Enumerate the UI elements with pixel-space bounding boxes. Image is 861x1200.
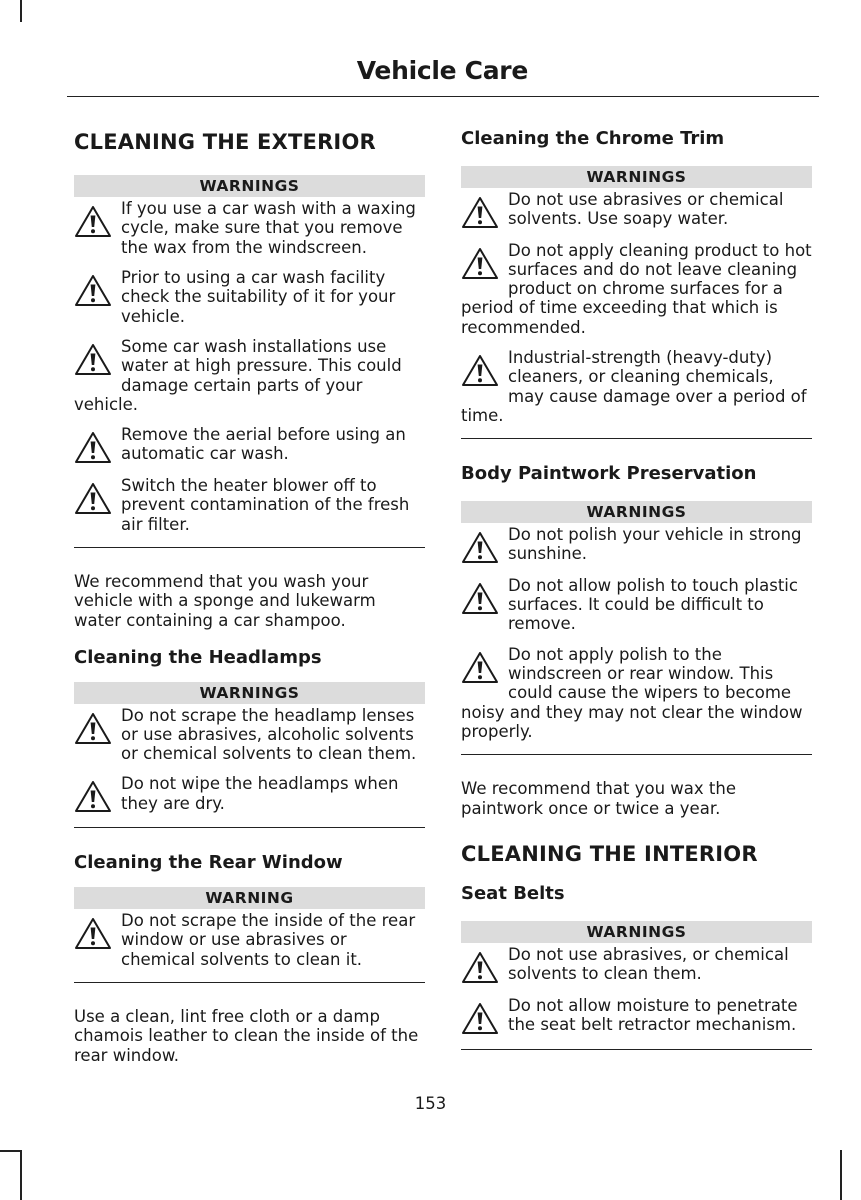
warning-item: [74, 425, 425, 465]
warning-triangle-icon: [461, 348, 508, 388]
warning-text: Do not scrape the headlamp lenses or use abrasives, alcoholic solvents or chemical solvents to clean them.: [121, 705, 417, 764]
warning-item: [74, 911, 425, 969]
seat-belts-warnings: [461, 921, 812, 1050]
rear-window-warnings: [74, 887, 425, 983]
warning-triangle-icon: [74, 268, 121, 308]
warning-text: Do not apply cleaning product to hot surfaces and do not leave cleaning product on chrome surfaces for a period of time exceeding that which is recommended.: [461, 240, 812, 337]
warning-text: Industrial-strength (heavy-duty) cleaners, or cleaning chemicals, may cause damage over a period of time.: [461, 348, 807, 425]
warning-text: Do not polish your vehicle in strong sunshine.: [508, 524, 802, 564]
warning-item: [74, 268, 425, 326]
warning-text: Switch the heater blower off to prevent contamination of the fresh air filter.: [121, 476, 410, 534]
warning-text: Some car wash installations use water at high pressure. This could damage certain parts of your vehicle.: [74, 336, 402, 414]
warning-item: [461, 348, 812, 425]
rear-window-paragraph: Use a clean, lint free cloth or a damp chamois leather to clean the inside of the rear window.: [74, 1006, 419, 1065]
warnings-label: WARNINGS: [74, 682, 425, 704]
warning-triangle-icon: [461, 576, 508, 616]
header-rule: [67, 96, 819, 97]
warnings-label: WARNINGS: [461, 921, 812, 943]
exterior-warnings: [74, 175, 425, 548]
warning-item: [461, 576, 812, 634]
warning-text: Do not scrape the inside of the rear window or use abrasives or chemical solvents to clean it.: [121, 911, 416, 969]
crop-mark-bottom-right: [840, 1150, 842, 1200]
crop-mark-top-left: [20, 0, 22, 22]
warning-triangle-icon: [461, 190, 508, 230]
page-header-title: Vehicle Care: [356, 56, 528, 85]
paintwork-paragraph: We recommend that you wax the paintwork once or twice a year.: [461, 779, 736, 818]
subheading-chrome-trim: Cleaning the Chrome Trim: [461, 128, 725, 149]
subheading-seat-belts: Seat Belts: [461, 883, 565, 905]
warning-triangle-icon: [74, 476, 121, 516]
warning-label: WARNING: [74, 887, 425, 909]
warning-text: Remove the aerial before using an automatic car wash.: [121, 425, 406, 464]
left-column: [74, 130, 425, 1082]
section-heading-exterior: CLEANING THE EXTERIOR: [74, 130, 376, 154]
warning-item: [74, 476, 425, 534]
warning-text: Do not allow polish to touch plastic surfaces. It could be difficult to remove.: [508, 575, 798, 634]
warning-item: [461, 241, 812, 337]
warning-text: If you use a car wash with a waxing cycle, make sure that you remove the wax from the windscreen.: [121, 199, 416, 257]
warning-text: Do not apply polish to the windscreen or rear window. This could cause the wipers to become noisy and they may not clear the window properly.: [461, 644, 803, 741]
warning-triangle-icon: [461, 525, 508, 565]
warning-item: [461, 645, 812, 741]
warnings-label: WARNINGS: [461, 166, 812, 188]
warning-item: [74, 706, 425, 764]
exterior-paragraph: We recommend that you wash your vehicle with a sponge and lukewarm water containing a car shampoo.: [74, 572, 376, 630]
warning-triangle-icon: [74, 425, 121, 465]
warning-text: Do not use abrasives or chemical solvents. Use soapy water.: [508, 189, 784, 228]
warning-triangle-icon: [74, 337, 121, 377]
crop-mark-bottom-left-v: [20, 1150, 22, 1200]
subheading-headlamps: Cleaning the Headlamps: [74, 646, 322, 668]
warning-item: [461, 525, 812, 565]
warnings-label: WARNINGS: [74, 175, 425, 197]
right-column: [461, 128, 812, 1074]
subheading-paintwork: Body Paintwork Preservation: [461, 463, 757, 485]
warning-text: Do not use abrasives, or chemical solvents to clean them.: [508, 944, 789, 983]
section-heading-interior: CLEANING THE INTERIOR: [461, 841, 758, 866]
subheading-rear-window: Cleaning the Rear Window: [74, 852, 343, 874]
paintwork-warnings: [461, 501, 812, 755]
warning-item: [461, 190, 812, 230]
warning-item: [461, 996, 812, 1036]
chrome-warnings: [461, 166, 812, 440]
warning-triangle-icon: [461, 996, 508, 1036]
warning-triangle-icon: [461, 241, 508, 281]
warnings-label: WARNINGS: [461, 501, 812, 523]
warning-item: [74, 199, 425, 257]
warning-triangle-icon: [74, 911, 121, 951]
page-number: 153: [414, 1094, 447, 1113]
warning-triangle-icon: [461, 945, 508, 985]
headlamps-warnings: [74, 682, 425, 829]
warning-item: [74, 774, 425, 814]
warning-text: Prior to using a car wash facility check the suitability of it for your vehicle.: [121, 268, 396, 326]
warning-triangle-icon: [74, 706, 121, 746]
warning-triangle-icon: [74, 774, 121, 814]
warning-item: [74, 337, 425, 414]
warning-item: [461, 945, 812, 985]
warning-text: Do not wipe the headlamps when they are dry.: [121, 774, 399, 813]
warning-triangle-icon: [74, 199, 121, 239]
warning-triangle-icon: [461, 645, 508, 685]
crop-mark-bottom-left-h: [0, 1150, 20, 1152]
warning-text: Do not allow moisture to penetrate the seat belt retractor mechanism.: [508, 995, 798, 1034]
